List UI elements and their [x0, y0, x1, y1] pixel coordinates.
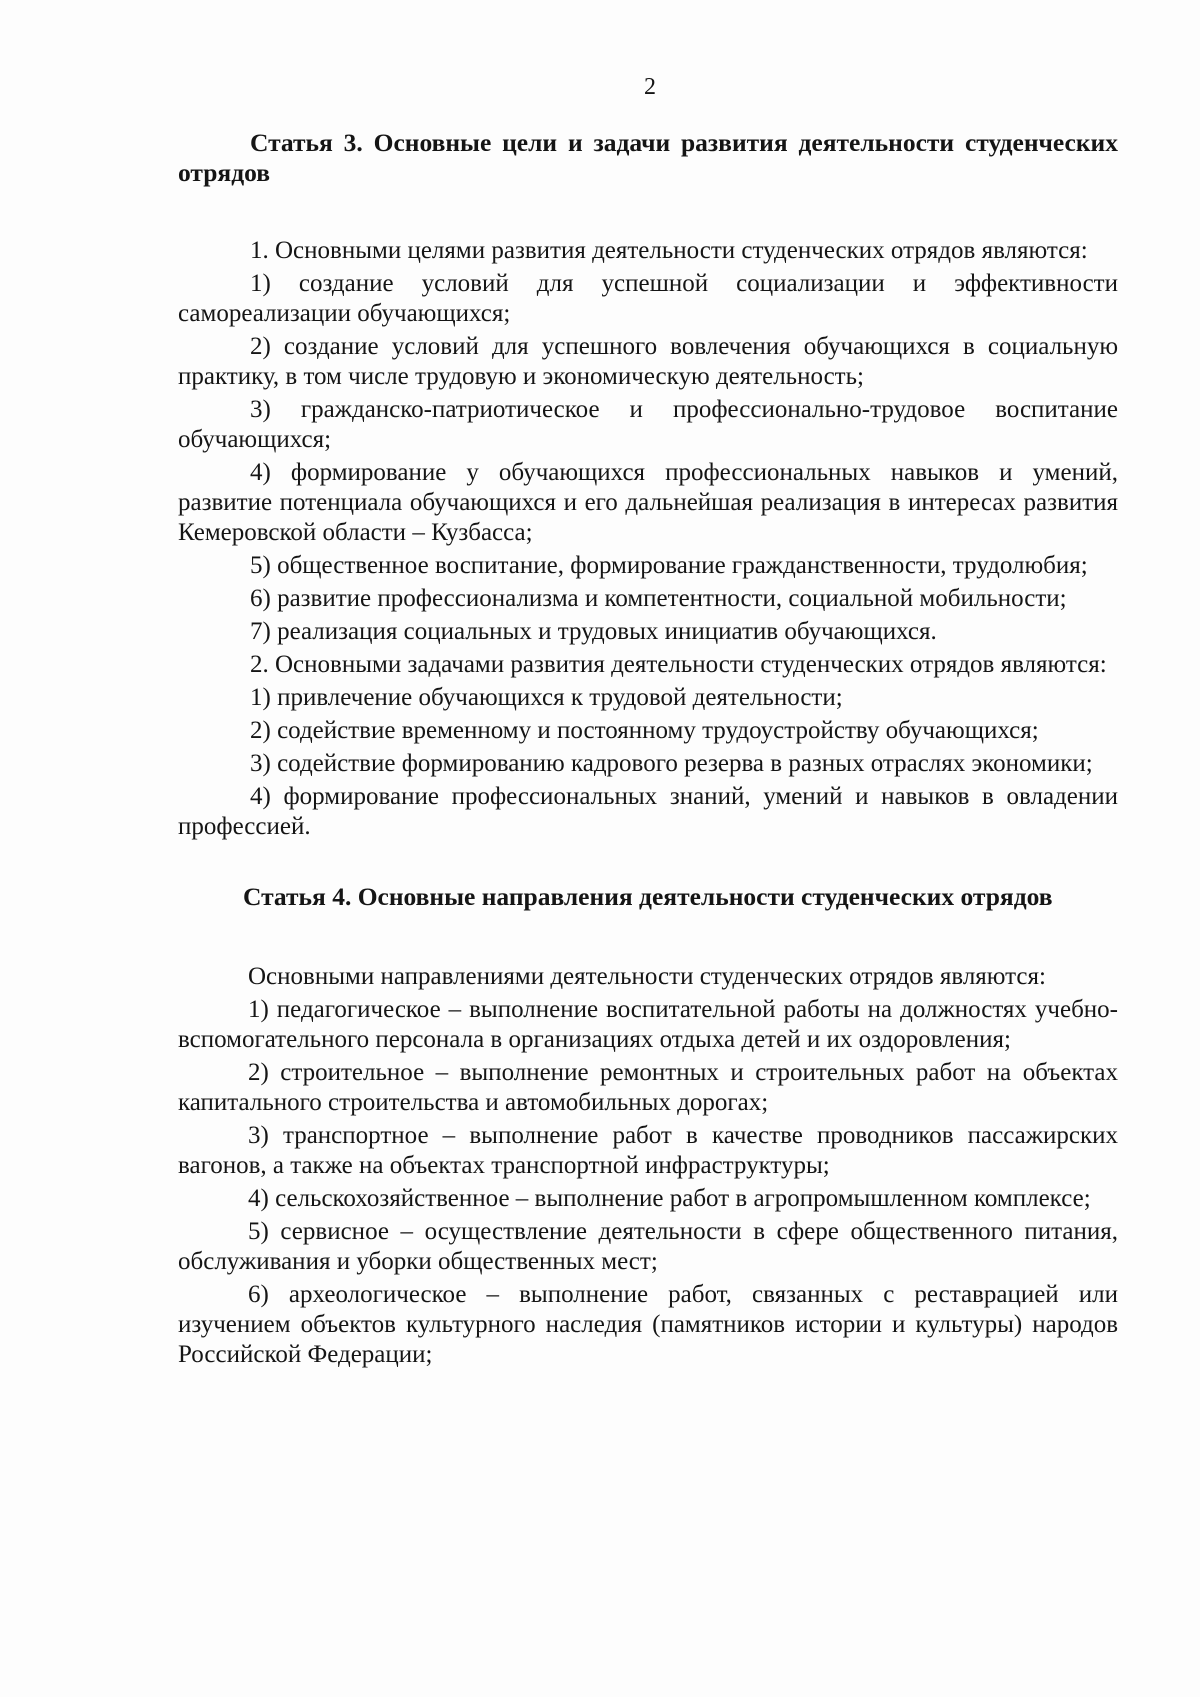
- article-4-direction-item: 4) сельскохозяйственное – выполнение работ в агропромышленном комплексе;: [248, 1185, 1091, 1212]
- article-3-task-item: 4) формирование профессиональных знаний, умений и навыков в овладении профессией.: [178, 783, 1118, 840]
- article-3-task-item: 3) содействие формированию кадрового резерва в разных отраслях экономики;: [250, 750, 1093, 777]
- article-3-task-item: 1) привлечение обучающихся к трудовой деятельности;: [250, 684, 843, 711]
- article-3-goal-item: 6) развитие профессионализма и компетентности, социальной мобильности;: [250, 585, 1067, 612]
- page-number: 2: [644, 74, 656, 100]
- article-4-direction-item: 3) транспортное – выполнение работ в качестве проводников пассажирских вагонов, а также на объектах транспортной инфраструктуры;: [178, 1122, 1118, 1179]
- article-3-task-item: 2) содействие временному и постоянному трудоустройству обучающихся;: [250, 717, 1039, 744]
- article-3-goal-item: 7) реализация социальных и трудовых инициатив обучающихся.: [250, 618, 937, 645]
- article-4-section: [178, 882, 1118, 1370]
- article-3-goal-item: 5) общественное воспитание, формирование гражданственности, трудолюбия;: [250, 552, 1088, 579]
- article-4-direction-item: 2) строительное – выполнение ремонтных и строительных работ на объектах капитального строительства и автомобильных дорогах;: [178, 1059, 1118, 1116]
- article-4-direction-item: 1) педагогическое – выполнение воспитательной работы на должностях учебно-вспомогательного персонала в организациях отдыха детей и их оздоровления;: [178, 996, 1118, 1053]
- document-body: [178, 128, 1118, 1373]
- article-3-paragraph: 2. Основными задачами развития деятельности студенческих отрядов являются:: [250, 651, 1107, 678]
- article-4-heading: Статья 4. Основные направления деятельности студенческих отрядов: [243, 882, 1053, 911]
- article-4-intro: Основными направлениями деятельности студенческих отрядов являются:: [248, 963, 1046, 990]
- article-3-paragraph: 1. Основными целями развития деятельности студенческих отрядов являются:: [250, 237, 1088, 264]
- article-4-direction-item: 5) сервисное – осуществление деятельности в сфере общественного питания, обслуживания и уборки общественных мест;: [178, 1218, 1118, 1275]
- article-3-goal-item: 4) формирование у обучающихся профессиональных навыков и умений, развитие потенциала обучающихся и его дальнейшая реализация в интересах развития Кемеровской области – Кузбасса;: [178, 459, 1118, 546]
- article-3-section: [178, 128, 1118, 842]
- article-3-goal-item: 2) создание условий для успешного вовлечения обучающихся в социальную практику, в том числе трудовую и экономическую деятельность;: [178, 333, 1118, 390]
- article-4-direction-item: 6) археологическое – выполнение работ, связанных с реставрацией или изучением объектов культурного наследия (памятников истории и культуры) народов Российской Федерации;: [178, 1281, 1118, 1368]
- article-3-goal-item: 1) создание условий для успешной социализации и эффективности самореализации обучающихся;: [178, 270, 1118, 327]
- article-3-heading: Статья 3. Основные цели и задачи развития деятельности студенческих отрядов: [178, 128, 1118, 187]
- article-3-goal-item: 3) гражданско-патриотическое и профессионально-трудовое воспитание обучающихся;: [178, 396, 1118, 453]
